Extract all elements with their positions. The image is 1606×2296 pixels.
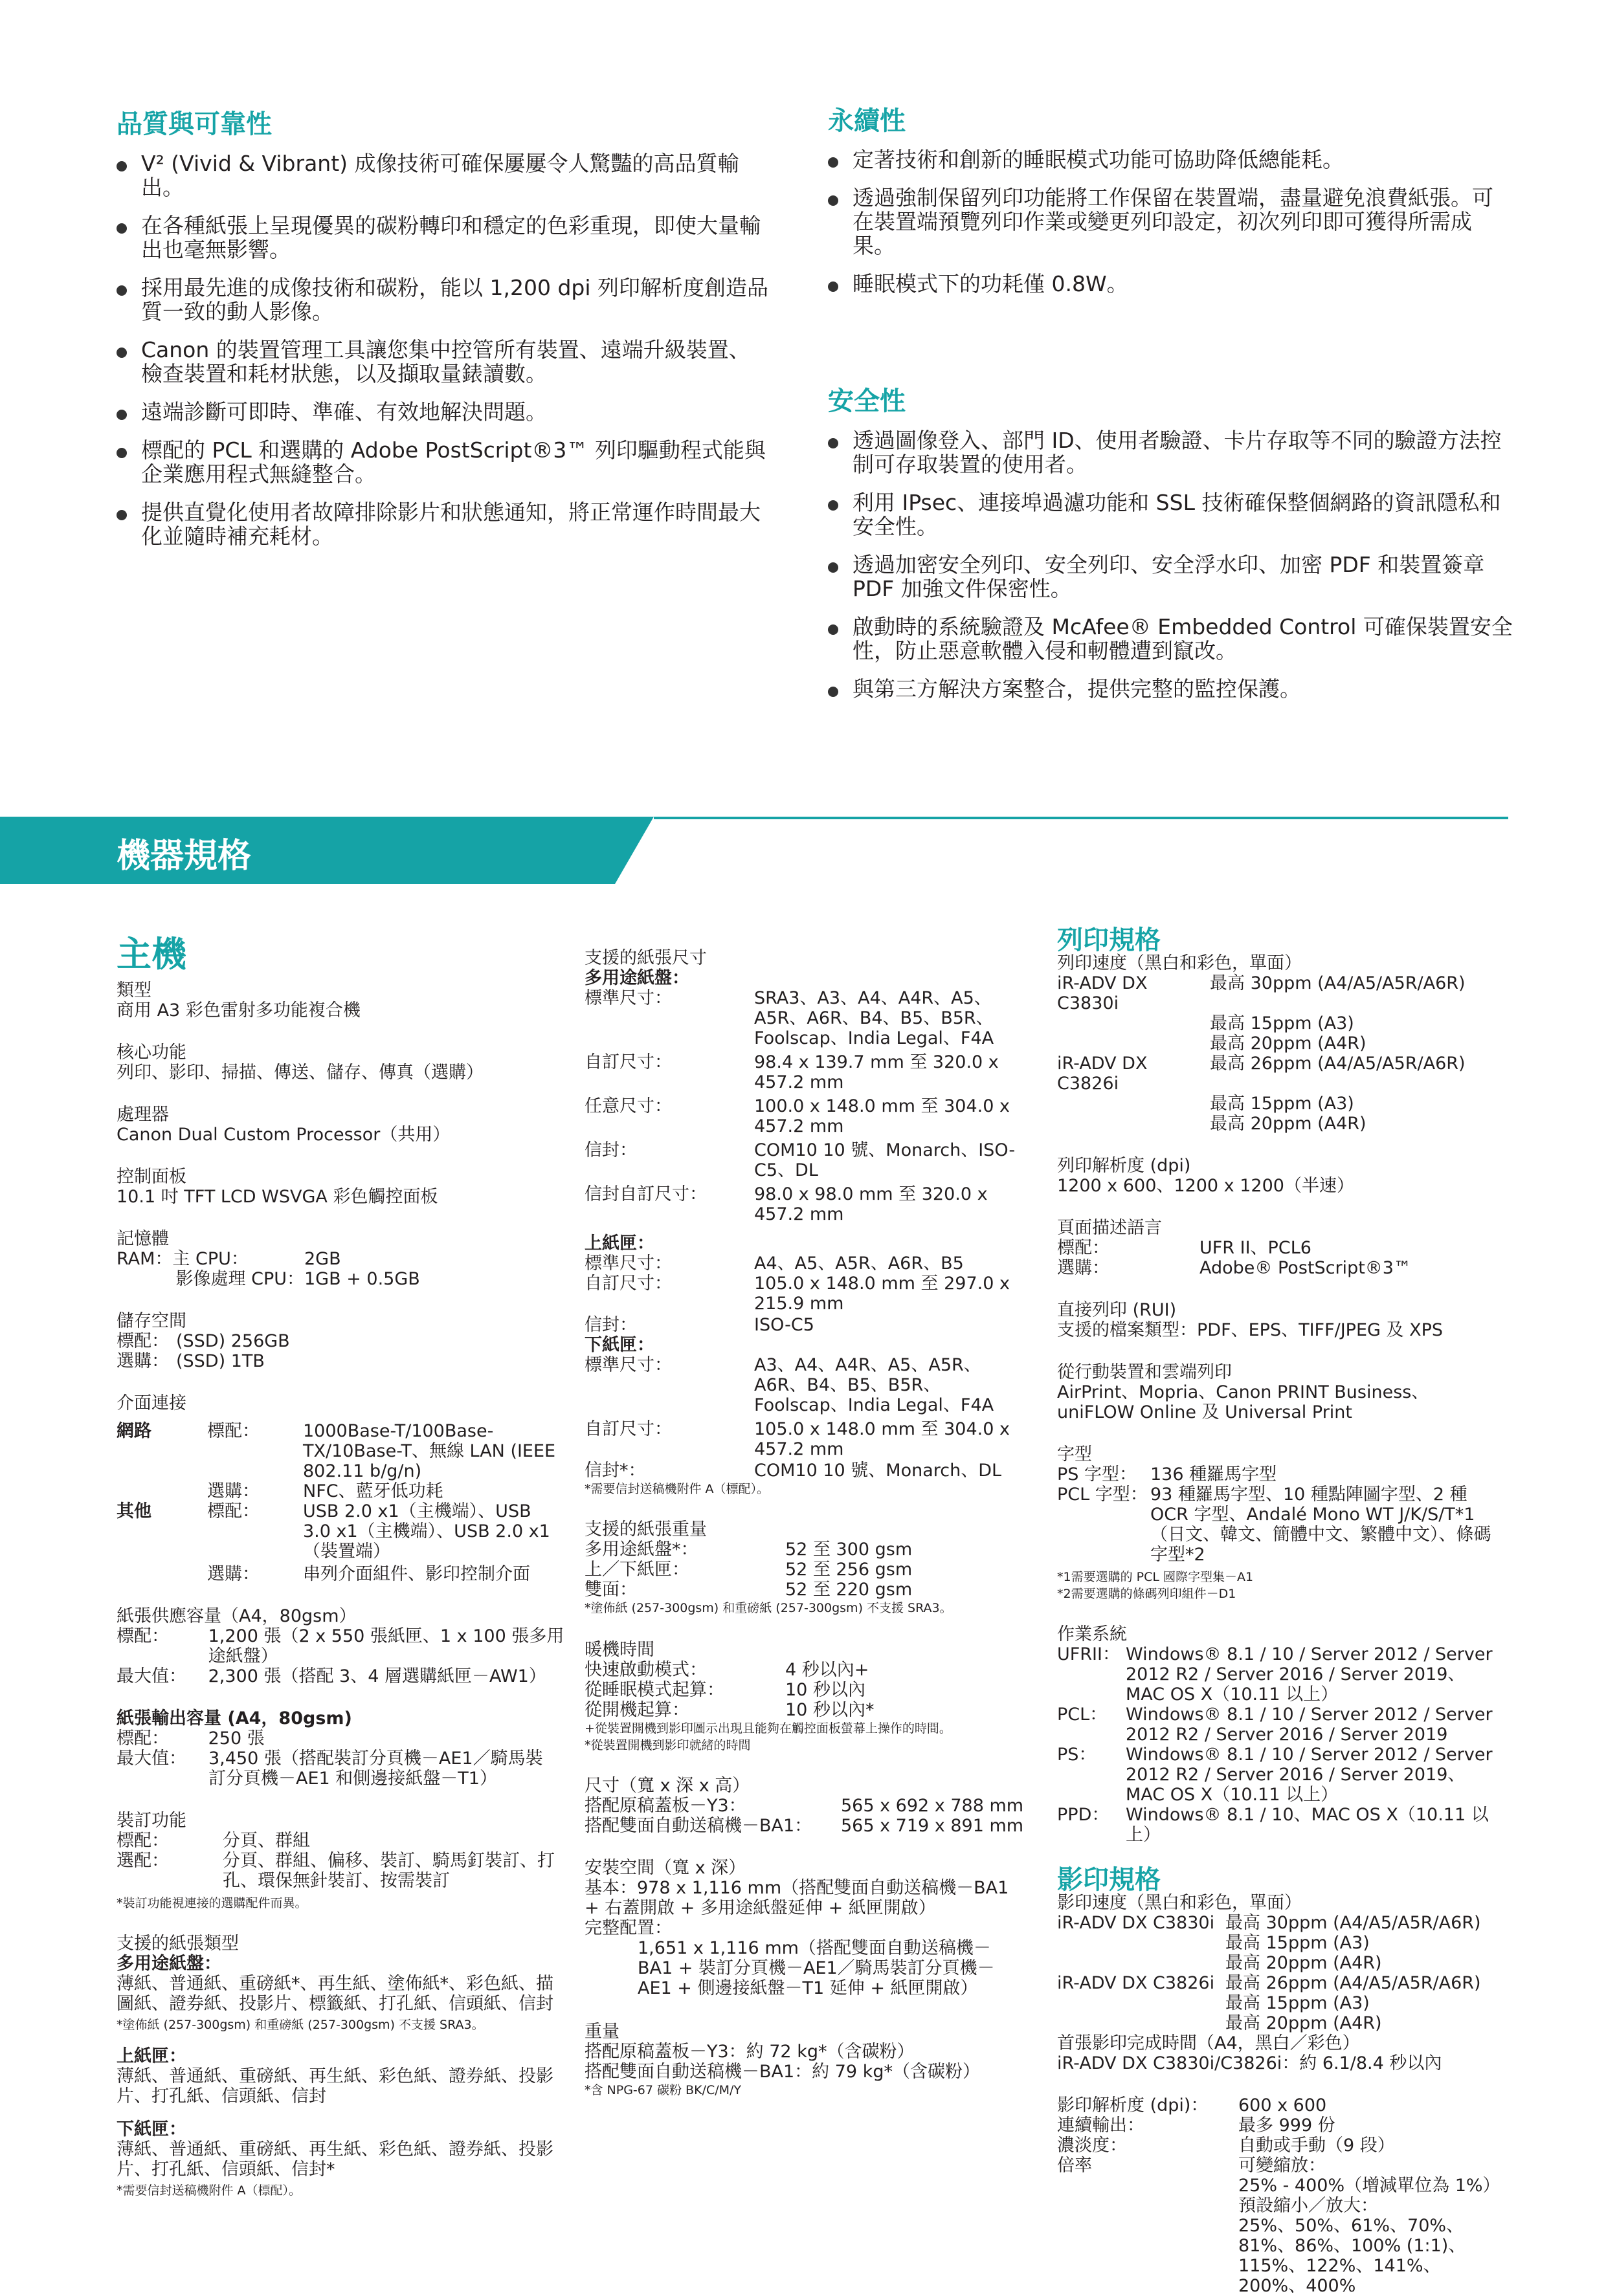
feed-label: 紙張供應容量（A4，80gsm）	[117, 1606, 357, 1626]
print-spec-title: 列印規格	[1057, 925, 1161, 955]
speed-value: 最高 30ppm (A4/A5/A5R/A6R)	[1225, 1913, 1481, 1933]
weight-note: *塗佈紙 (257-300gsm) 和重磅紙 (257-300gsm) 不支援 SRA3。	[585, 1601, 952, 1615]
ptype-up-value: 薄紙、普通紙、重磅紙、再生紙、彩色紙、證券紙、投影片、打孔紙、信頭紙、信封	[117, 2066, 553, 2106]
weight-note: *含 NPG-67 碳粉 BK/C/M/Y	[585, 2083, 742, 2097]
panel-value: 10.1 吋 TFT LCD WSVGA 彩色觸控面板	[117, 1187, 438, 1207]
list-item: 與第三方解決方案整合，提供完整的監控保護。	[828, 677, 1514, 701]
size-value: 105.0 x 148.0 mm 至 304.0 x 457.2 mm	[754, 1419, 1010, 1459]
list-item: 標配的 PCL 和選購的 Adobe PostScript®3™ 列印驅動程式能與企業應用程式無縫整合。	[117, 438, 770, 486]
iface-value: 1000Base-T/100Base-TX/10Base-T、無線 LAN (IEEE 802.11 b/g/n)	[303, 1421, 556, 1481]
pdl-key: 選購：	[1057, 1258, 1110, 1278]
dimension-value: 565 x 692 x 788 mm	[841, 1796, 1024, 1816]
warmup-value: 4 秒以內+	[785, 1660, 869, 1680]
size-key: 信封：	[585, 1140, 637, 1160]
finish-label: 裝訂功能	[117, 1811, 186, 1831]
mp-label: 多用途紙盤：	[585, 968, 689, 988]
speed-value: 最高 26ppm (A4/A5/A5R/A6R)	[1210, 1054, 1466, 1074]
os-key: PCL：	[1057, 1705, 1108, 1725]
size-value: COM10 10 號、Monarch、DL	[754, 1461, 1002, 1481]
ptype-lo-note: *需要信封送稿機附件 A（標配）。	[117, 2183, 302, 2198]
storage-key: 標配：	[117, 1331, 169, 1351]
copy-value: 600 x 600	[1238, 2095, 1327, 2115]
ptype-mp-value: 薄紙、普通紙、重磅紙*、再生紙、塗佈紙*、彩色紙、描圖紙、證券紙、投影片、標籤紙、打孔紙、信頭紙、信封	[117, 1974, 553, 2014]
spec-column-1	[117, 980, 570, 2221]
size-key: 標準尺寸：	[585, 1355, 672, 1375]
model-name: iR-ADV DX C3830i	[1057, 1913, 1215, 1933]
cpu-value: Canon Dual Custom Processor（共用）	[117, 1125, 451, 1145]
finish-key: 標配：	[117, 1831, 169, 1851]
weight-value: 搭配雙面自動送稿機－BA1：約 79 kg*（含碳粉）	[585, 2062, 980, 2082]
warmup-key: 快速啟動模式：	[585, 1660, 707, 1680]
list-item: 遠端診斷可即時、準確、有效地解決問題。	[117, 400, 770, 424]
size-key: 信封*：	[585, 1461, 646, 1481]
storage-value: (SSD) 1TB	[176, 1351, 265, 1371]
ptype-lo-label: 下紙匣：	[117, 2119, 186, 2139]
size-value: A3、A4、A4R、A5、A5R、A6R、B4、B5、B5R、Foolscap、India Legal、F4A	[754, 1355, 994, 1415]
up-label: 上紙匣：	[585, 1233, 654, 1253]
storage-label: 儲存空間	[117, 1311, 186, 1331]
cpu-label: 處理器	[117, 1105, 169, 1125]
out-key: 標配：	[117, 1728, 169, 1749]
mem-value: 2GB	[304, 1249, 341, 1269]
mem-key: RAM：主 CPU：	[117, 1249, 249, 1269]
size-key: 任意尺寸：	[585, 1096, 672, 1116]
iface-subkey: 選購：	[207, 1564, 260, 1584]
feed-value: 1,200 張（2 x 550 張紙匣、1 x 100 張多用途紙盤）	[208, 1626, 564, 1666]
copy-value: 25% - 400%（增減單位為 1%）	[1238, 2176, 1500, 2196]
size-value: ISO-C5	[754, 1315, 814, 1335]
warmup-label: 暖機時間	[585, 1640, 654, 1660]
list-item: Canon 的裝置管理工具讓您集中控管所有裝置、遠端升級裝置、檢查裝置和耗材狀態，以及擷取量錶讀數。	[117, 338, 770, 386]
memory-label: 記憶體	[117, 1229, 169, 1249]
iface-subkey: 選購：	[207, 1481, 260, 1501]
warmup-value: 10 秒以內	[785, 1680, 865, 1700]
pdl-label: 頁面描述語言	[1057, 1218, 1162, 1238]
fcot-value: iR-ADV DX C3830i/C3826i：約 6.1/8.4 秒以內	[1057, 2053, 1442, 2073]
iface-value: 串列介面組件、影印控制介面	[303, 1564, 530, 1584]
weight-value: 52 至 220 gsm	[785, 1580, 913, 1600]
size-value: COM10 10 號、Monarch、ISO-C5、DL	[754, 1140, 1016, 1180]
ptype-mp-label: 多用途紙盤：	[117, 1954, 221, 1974]
weight-key: 多用途紙盤*：	[585, 1540, 698, 1560]
weight-value: 搭配原稿蓋板－Y3：約 72 kg*（含碳粉）	[585, 2042, 915, 2062]
copy-value: 預設縮小／放大：	[1238, 2196, 1378, 2216]
list-item: 採用最先進的成像技術和碳粉，能以 1,200 dpi 列印解析度創造品質一致的動人影像。	[117, 276, 770, 324]
finish-value: 分頁、群組	[223, 1831, 310, 1851]
spec-banner	[0, 817, 1508, 884]
list-item: 定著技術和創新的睡眠模式功能可協助降低總能耗。	[828, 148, 1514, 171]
speed-value: 最高 15ppm (A3)	[1225, 1993, 1370, 2013]
copy-key: 倍率	[1057, 2156, 1092, 2176]
speed-value: 最高 20ppm (A4R)	[1210, 1114, 1366, 1134]
fcot-label: 首張影印完成時間（A4，黑白／彩色）	[1057, 2033, 1360, 2053]
panel-label: 控制面板	[117, 1167, 186, 1187]
font-key: PS 字型：	[1057, 1464, 1137, 1485]
weight-label: 重量	[585, 2022, 619, 2042]
list-item: 利用 IPsec、連接埠過濾功能和 SSL 技術確保整個網路的資訊隱私和安全性。	[828, 491, 1514, 538]
size-value: A4、A5、A5R、A6R、B5	[754, 1253, 964, 1274]
finish-note: *裝訂功能視連接的選購配件而異。	[117, 1896, 307, 1910]
core-value: 列印、影印、掃描、傳送、儲存、傳真（選購）	[117, 1063, 484, 1083]
print-res-value: 1200 x 600、1200 x 1200（半速）	[1057, 1176, 1354, 1196]
list-item: V² (Vivid & Vibrant) 成像技術可確保屢屢令人驚豔的高品質輸出。	[117, 151, 770, 199]
spec-column-3	[1057, 927, 1510, 2296]
mobile-value: AirPrint、Mopria、Canon PRINT Business、uniFLOW Online 及 Universal Print	[1057, 1382, 1429, 1422]
feed-key: 標配：	[117, 1626, 169, 1646]
weight-key: 雙面：	[585, 1580, 637, 1600]
warmup-note: *從裝置開機到影印就緒的時間	[585, 1738, 751, 1752]
out-label: 紙張輸出容量 (A4，80gsm)	[117, 1708, 352, 1728]
space-full-label: 完整配置：	[585, 1918, 672, 1938]
dimension-label: 尺寸（寬 x 深 x 高）	[585, 1776, 750, 1796]
out-key: 最大值：	[117, 1749, 186, 1769]
space-basic: 基本：978 x 1,116 mm（搭配雙面自動送稿機－BA1 + 右蓋開啟 + 多用途紙盤延伸 + 紙匣開啟）	[585, 1878, 1009, 1918]
iface-key: 網路	[117, 1421, 151, 1441]
dimension-key: 搭配雙面自動送稿機－BA1：	[585, 1816, 812, 1836]
out-value: 3,450 張（搭配裝訂分頁機－AE1／騎馬裝訂分頁機－AE1 和側邊接紙盤－T1）	[208, 1749, 543, 1789]
font-value: 136 種羅馬字型	[1150, 1464, 1277, 1485]
copy-speed-label: 影印速度（黑白和彩色，單面）	[1057, 1893, 1302, 1913]
list-item: 透過強制保留列印功能將工作保留在裝置端，盡量避免浪費紙張。可在裝置端預覽列印作業或變更列印設定，初次列印即可獲得所需成果。	[828, 186, 1514, 258]
ptype-label: 支援的紙張類型	[117, 1934, 239, 1954]
font-key: PCL 字型：	[1057, 1485, 1148, 1505]
lo-note: *需要信封送稿機附件 A（標配）。	[585, 1482, 770, 1496]
mobile-label: 從行動裝置和雲端列印	[1057, 1362, 1232, 1382]
speed-value: 最高 15ppm (A3)	[1210, 1094, 1354, 1114]
space-full-value: 1,651 x 1,116 mm（搭配雙面自動送稿機－BA1 + 裝訂分頁機－AE1／騎馬裝訂分頁機－AE1 + 側邊接紙盤－T1 延伸 + 紙匣開啟）	[638, 1938, 995, 1998]
iface-key: 其他	[117, 1501, 151, 1521]
speed-value: 最高 20ppm (A4R)	[1210, 1033, 1366, 1054]
size-label: 支援的紙張尺寸	[585, 948, 707, 968]
os-value: Windows® 8.1 / 10 / Server 2012 / Server 2012 R2 / Server 2016 / Server 2019、MAC OS X（10.11 以上）	[1126, 1745, 1493, 1805]
pdl-value: UFR II、PCL6	[1199, 1238, 1311, 1258]
font-note: *1需要選購的 PCL 國際字型集－A1	[1057, 1570, 1254, 1584]
size-value: 98.4 x 139.7 mm 至 320.0 x 457.2 mm	[754, 1052, 999, 1092]
list-item: 提供直覺化使用者故障排除影片和狀態通知，將正常運作時間最大化並隨時補充耗材。	[117, 500, 770, 548]
core-label: 核心功能	[117, 1043, 186, 1063]
speed-value: 最高 15ppm (A3)	[1225, 1933, 1370, 1953]
main-title: 主機	[117, 934, 186, 975]
os-value: Windows® 8.1 / 10 / Server 2012 / Server 2012 R2 / Server 2016 / Server 2019、MAC OS X（10.11 以上）	[1126, 1644, 1493, 1705]
copy-key: 連續輸出：	[1057, 2115, 1144, 2136]
storage-value: (SSD) 256GB	[176, 1331, 290, 1351]
pdl-value: Adobe® PostScript®3™	[1199, 1258, 1411, 1278]
sustain-list	[828, 148, 1514, 310]
iface-subkey: 標配：	[207, 1421, 260, 1441]
sustain-title: 永續性	[828, 106, 906, 136]
copy-value: 25%、50%、61%、70%、81%、86%、100% (1:1)、115%、122%、141%、200%、400%	[1238, 2216, 1466, 2296]
os-value: Windows® 8.1 / 10 / Server 2012 / Server 2012 R2 / Server 2016 / Server 2019	[1126, 1705, 1493, 1745]
storage-key: 選購：	[117, 1351, 169, 1371]
list-item: 透過圖像登入、部門 ID、使用者驗證、卡片存取等不同的驗證方法控制可存取裝置的使用者。	[828, 428, 1514, 476]
dimension-value: 565 x 719 x 891 mm	[841, 1816, 1024, 1836]
list-item: 透過加密安全列印、安全列印、安全浮水印、加密 PDF 和裝置簽章 PDF 加強文件保密性。	[828, 553, 1514, 601]
type-value: 商用 A3 彩色雷射多功能複合機	[117, 1000, 361, 1021]
finish-value: 分頁、群組、偏移、裝訂、騎馬釘裝訂、打孔、環保無針裝訂、按需裝訂	[223, 1851, 555, 1891]
finish-key: 選配：	[117, 1851, 169, 1871]
model-name: iR-ADV DX C3826i	[1057, 1973, 1215, 1993]
copy-value: 最多 999 份	[1238, 2115, 1335, 2136]
weight-value: 52 至 300 gsm	[785, 1540, 913, 1560]
copy-spec-title: 影印規格	[1057, 1865, 1161, 1895]
size-value: 100.0 x 148.0 mm 至 304.0 x 457.2 mm	[754, 1096, 1010, 1136]
feed-key: 最大值：	[117, 1666, 186, 1686]
speed-value: 最高 26ppm (A4/A5/A5R/A6R)	[1225, 1973, 1481, 1993]
copy-key: 濃淡度：	[1057, 2136, 1127, 2156]
warmup-key: 從開機起算：	[585, 1700, 689, 1720]
security-list	[828, 428, 1514, 715]
weight-support-label: 支援的紙張重量	[585, 1519, 707, 1540]
banner-title: 機器規格	[117, 837, 252, 876]
size-value: 98.0 x 98.0 mm 至 320.0 x 457.2 mm	[754, 1184, 988, 1224]
out-value: 250 張	[208, 1728, 265, 1749]
os-key: UFRII：	[1057, 1644, 1120, 1664]
weight-value: 52 至 256 gsm	[785, 1560, 913, 1580]
mem-key: 影像處理 CPU：	[175, 1269, 304, 1289]
quality-list	[117, 151, 770, 562]
size-value: SRA3、A3、A4、A4R、A5、A5R、A6R、B4、B5、B5R、Foolscap、India Legal、F4A	[754, 988, 994, 1048]
iface-value: NFC、藍牙低功耗	[303, 1481, 443, 1501]
security-title: 安全性	[828, 386, 906, 416]
os-key: PS：	[1057, 1745, 1097, 1765]
list-item: 啟動時的系統驗證及 McAfee® Embedded Control 可確保裝置安全性，防止惡意軟體入侵和軔體遭到竄改。	[828, 615, 1514, 663]
model-name: iR-ADV DX C3826i	[1057, 1054, 1148, 1094]
size-key: 信封自訂尺寸：	[585, 1184, 707, 1204]
copy-value: 自動或手動（9 段）	[1238, 2136, 1395, 2156]
mem-value: 1GB + 0.5GB	[304, 1269, 420, 1289]
iface-label: 介面連接	[117, 1393, 186, 1413]
pdl-key: 標配：	[1057, 1238, 1110, 1258]
size-key: 信封：	[585, 1315, 637, 1335]
print-res-label: 列印解析度 (dpi)	[1057, 1156, 1191, 1176]
ptype-lo-value: 薄紙、普通紙、重磅紙、再生紙、彩色紙、證券紙、投影片、打孔紙、信頭紙、信封*	[117, 2139, 553, 2180]
model-name: iR-ADV DX C3830i	[1057, 973, 1148, 1013]
quality-title: 品質與可靠性	[117, 109, 272, 139]
warmup-key: 從睡眠模式起算：	[585, 1680, 724, 1700]
size-key: 自訂尺寸：	[585, 1419, 672, 1439]
lo-label: 下紙匣：	[585, 1335, 654, 1355]
size-key: 自訂尺寸：	[585, 1274, 672, 1294]
size-key: 標準尺寸：	[585, 1253, 672, 1274]
os-key: PPD：	[1057, 1805, 1110, 1825]
os-label: 作業系統	[1057, 1624, 1127, 1644]
direct-value: 支援的檔案類型：PDF、EPS、TIFF/JPEG 及 XPS	[1057, 1320, 1444, 1340]
size-key: 自訂尺寸：	[585, 1052, 672, 1072]
speed-value: 最高 20ppm (A4R)	[1225, 1953, 1382, 1973]
iface-value: USB 2.0 x1（主機端）、USB 3.0 x1（主機端）、USB 2.0 x1（裝置端）	[303, 1501, 550, 1562]
speed-value: 最高 20ppm (A4R)	[1225, 2013, 1382, 2033]
list-item: 睡眠模式下的功耗僅 0.8W。	[828, 272, 1514, 296]
speed-value: 最高 15ppm (A3)	[1210, 1013, 1354, 1033]
speed-value: 最高 30ppm (A4/A5/A5R/A6R)	[1210, 973, 1466, 993]
list-item: 在各種紙張上呈現優異的碳粉轉印和穩定的色彩重現，即使大量輸出也毫無影響。	[117, 214, 770, 261]
space-label: 安裝空間（寬 x 深）	[585, 1858, 746, 1878]
ptype-up-label: 上紙匣：	[117, 2046, 186, 2066]
type-label: 類型	[117, 980, 151, 1000]
font-value: 93 種羅馬字型、10 種點陣圖字型、2 種 OCR 字型、Andalé Mono WT J/K/S/T*1（日文、韓文、簡體中文、繁體中文）、條碼字型*2	[1150, 1485, 1491, 1565]
spec-column-2	[585, 948, 1038, 2099]
size-key: 標準尺寸：	[585, 988, 672, 1008]
ptype-mp-note: *塗佈紙 (257-300gsm) 和重磅紙 (257-300gsm) 不支援 SRA3。	[117, 2018, 484, 2032]
dimension-key: 搭配原稿蓋板－Y3：	[585, 1796, 746, 1816]
direct-label: 直接列印 (RUI)	[1057, 1300, 1177, 1320]
warmup-note: +從裝置開機到影印圖示出現且能夠在觸控面板螢幕上操作的時間。	[585, 1721, 952, 1736]
weight-key: 上／下紙匣：	[585, 1560, 689, 1580]
copy-value: 可變縮放：	[1238, 2156, 1326, 2176]
font-note: *2需要選購的條碼列印組件－D1	[1057, 1587, 1236, 1601]
font-label: 字型	[1057, 1444, 1092, 1464]
warmup-value: 10 秒以內*	[785, 1700, 875, 1720]
feed-value: 2,300 張（搭配 3、4 層選購紙匣－AW1）	[208, 1666, 546, 1686]
iface-subkey: 標配：	[207, 1501, 260, 1521]
size-value: 105.0 x 148.0 mm 至 297.0 x 215.9 mm	[754, 1274, 1010, 1314]
print-speed-label: 列印速度（黑白和彩色，單面）	[1057, 953, 1302, 973]
copy-key: 影印解析度 (dpi)：	[1057, 2095, 1209, 2115]
os-value: Windows® 8.1 / 10、MAC OS X（10.11 以上）	[1126, 1805, 1489, 1845]
